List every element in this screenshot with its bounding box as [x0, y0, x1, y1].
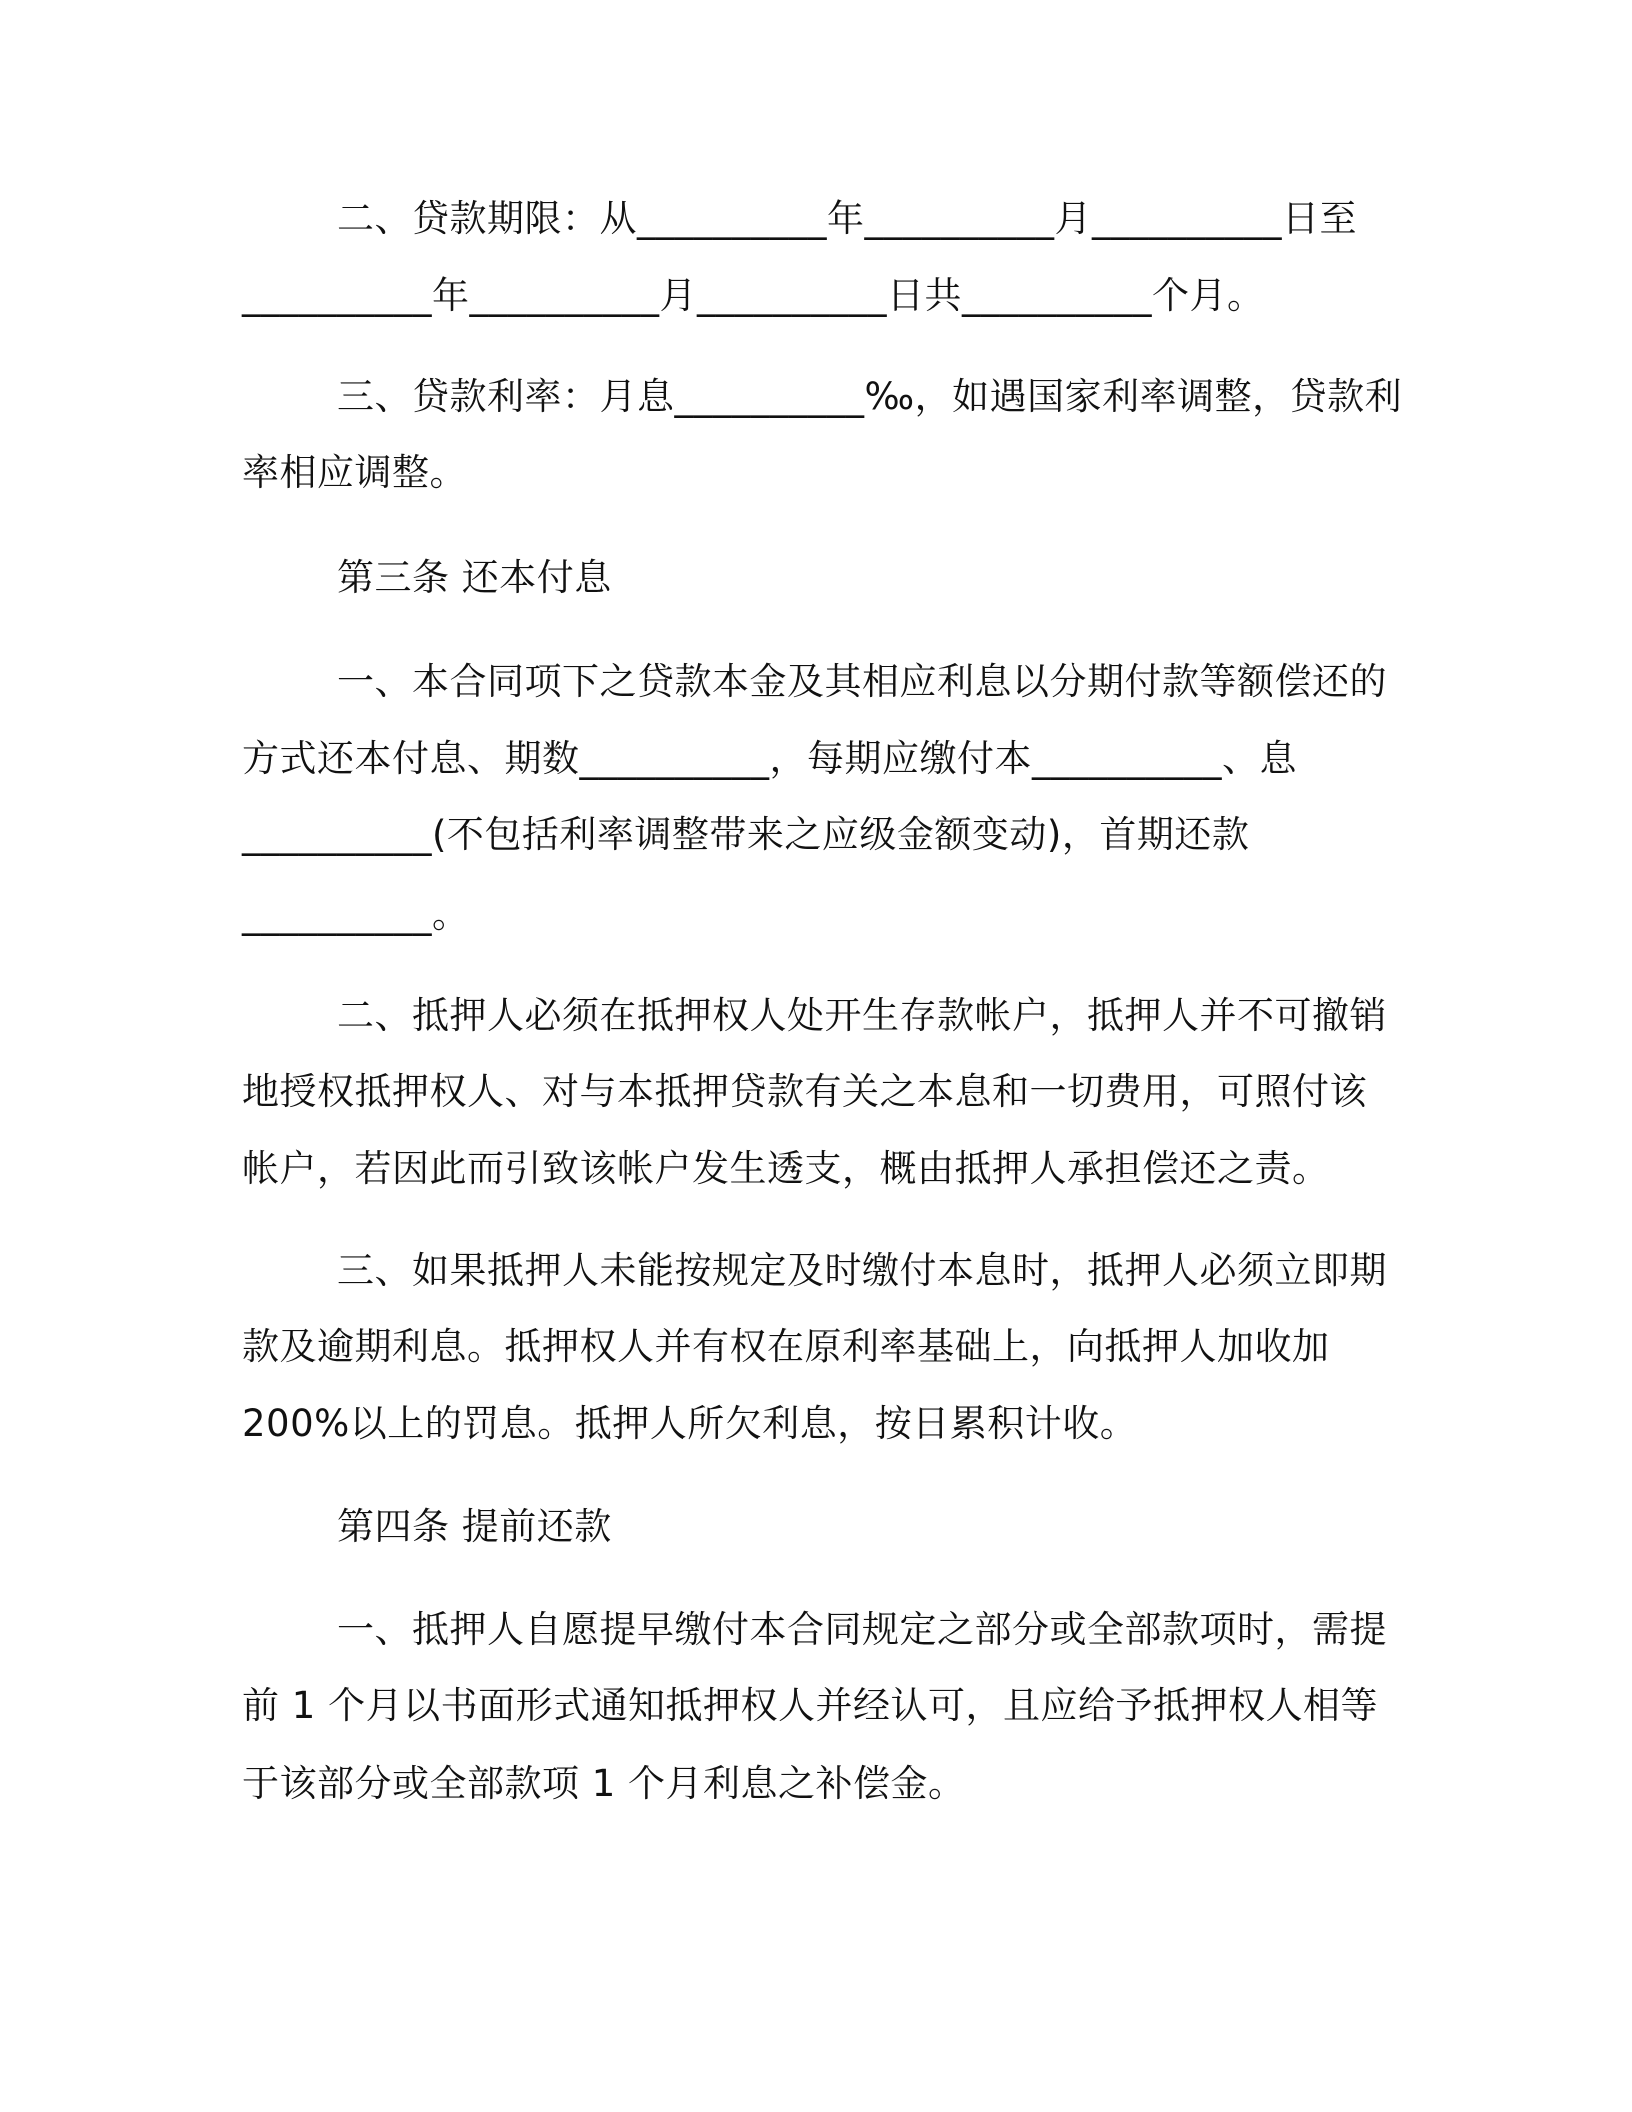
article-four-heading: 第四条 提前还款	[337, 1505, 612, 1548]
prepayment-line-2: 前 1 个月以书面形式通知抵押权人并经认可，且应给予抵押权人相等	[242, 1684, 1379, 1727]
loan-term-line-2: __________年__________月__________日共__________个月。	[242, 274, 1265, 317]
repayment-line-4: __________。	[242, 893, 470, 936]
prepayment-line-1: 一、抵押人自愿提早缴付本合同规定之部分或全部款项时，需提	[337, 1608, 1387, 1651]
prepayment-line-3: 于该部分或全部款项 1 个月利息之补偿金。	[242, 1762, 966, 1805]
overdue-line-3: 200%以上的罚息。抵押人所欠利息，按日累积计收。	[242, 1402, 1138, 1445]
article-three-heading: 第三条 还本付息	[337, 556, 612, 599]
account-line-2: 地授权抵押权人、对与本抵押贷款有关之本息和一切费用，可照付该	[242, 1070, 1367, 1113]
account-line-1: 二、抵押人必须在抵押权人处开生存款帐户，抵押人并不可撤销	[337, 994, 1387, 1037]
repayment-line-3: __________(不包括利率调整带来之应级金额变动)，首期还款	[242, 813, 1250, 856]
loan-term-line-1: 二、贷款期限：从__________年__________月__________日至	[337, 197, 1357, 240]
repayment-line-1: 一、本合同项下之贷款本金及其相应利息以分期付款等额偿还的	[337, 660, 1387, 703]
repayment-line-2: 方式还本付息、期数__________，每期应缴付本__________、息	[242, 737, 1297, 780]
interest-rate-line-2: 率相应调整。	[242, 451, 467, 494]
overdue-line-1: 三、如果抵押人未能按规定及时缴付本息时，抵押人必须立即期	[337, 1249, 1387, 1292]
account-line-3: 帐户，若因此而引致该帐户发生透支，概由抵押人承担偿还之责。	[242, 1147, 1330, 1190]
overdue-line-2: 款及逾期利息。抵押权人并有权在原利率基础上，向抵押人加收加	[242, 1325, 1330, 1368]
interest-rate-line-1: 三、贷款利率：月息__________‰，如遇国家利率调整，贷款利	[337, 375, 1403, 418]
